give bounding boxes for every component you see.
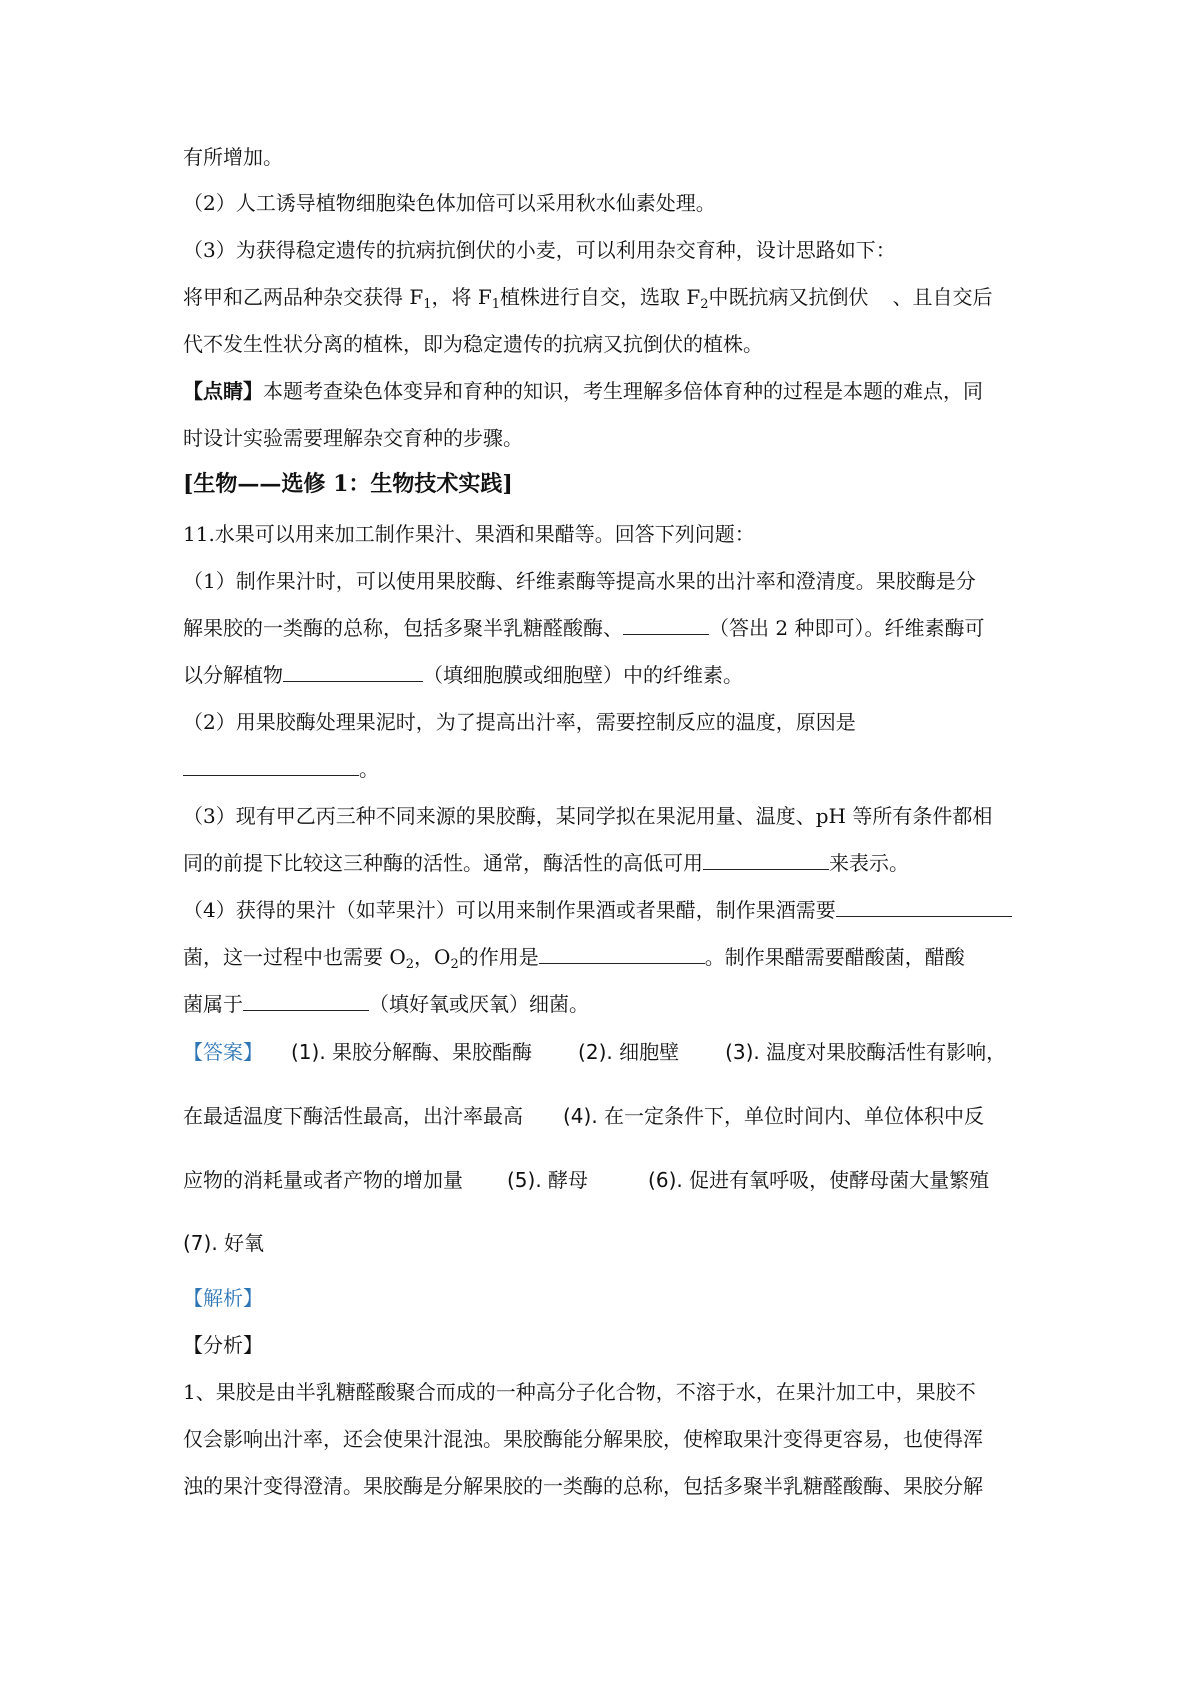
paragraph-line: [183, 377, 983, 405]
answer-blank[interactable]: [623, 616, 709, 635]
paragraph-line: （2）人工诱导植物细胞染色体加倍可以采用秋水仙素处理。: [183, 191, 716, 215]
paragraph-line: 代不发生性状分离的植株，即为稳定遗传的抗病又抗倒伏的植株。: [183, 332, 763, 356]
text-segment: （填好氧或厌氧）细菌。: [369, 992, 589, 1016]
analysis-subtitle: 【分析】: [183, 1333, 263, 1357]
answer-text: 果胶分解酶、果胶酯酶: [332, 1040, 533, 1064]
subscript: 2: [700, 297, 709, 312]
text-segment: 中既抗病又抗倒伏: [708, 285, 869, 309]
paragraph-line: 时设计实验需要理解杂交育种的步骤。: [183, 426, 523, 450]
paragraph-line: （3）为获得稳定遗传的抗病抗倒伏的小麦，可以利用杂交育种，设计思路如下：: [183, 238, 896, 262]
paragraph-line: [183, 849, 909, 877]
analysis-tag: 【解析】: [183, 1286, 263, 1310]
answer-number: (7).: [183, 1231, 218, 1255]
paragraph-line: 浊的果汁变得澄清。果胶酶是分解果胶的一类酶的总称，包括多聚半乳糖醛酸酶、果胶分解: [183, 1474, 983, 1498]
answer-line: [183, 1038, 1006, 1066]
paragraph-line: [183, 755, 379, 783]
text-segment: （4）获得的果汁（如苹果汁）可以用来制作果酒或者果醋，制作果酒需要: [183, 898, 836, 922]
paragraph-line: [183, 661, 743, 689]
text-segment: 以分解植物: [183, 663, 283, 687]
answer-number: (2).: [578, 1040, 613, 1064]
answer-blank[interactable]: [283, 663, 423, 682]
paragraph-line: [183, 283, 993, 311]
question-stem: 11.水果可以用来加工制作果汁、果酒和果醋等。回答下列问题：: [183, 522, 755, 546]
answer-line: [183, 1229, 264, 1257]
answer-tag: 【答案】: [183, 1040, 263, 1064]
answer-line: [183, 1102, 984, 1130]
answer-blank[interactable]: [703, 851, 829, 870]
subscript: 1: [423, 297, 432, 312]
answer-number: (3).: [725, 1040, 760, 1064]
paragraph-line: [183, 943, 965, 971]
answer-blank[interactable]: [183, 757, 359, 776]
answer-text: 酵母: [548, 1168, 589, 1192]
answer-text: 好氧: [224, 1231, 265, 1255]
text-segment: 菌属于: [183, 992, 243, 1016]
text-segment: 、且自交后: [892, 285, 993, 309]
answer-text: 温度对果胶酶活性有影响，: [766, 1040, 1007, 1064]
text-segment: ，将 F: [431, 285, 492, 309]
answer-line: [183, 1166, 989, 1194]
subscript: 2: [405, 957, 415, 972]
text-segment: 本题考查染色体变异和育种的知识，考生理解多倍体育种的过程是本题的难点，同: [263, 379, 983, 403]
paragraph-line: 仅会影响出汁率，还会使果汁混浊。果胶酶能分解果胶，使榨取果汁变得更容易，也使得浑: [183, 1427, 983, 1451]
section-title: [生物——选修 1：生物技术实践]: [183, 471, 513, 497]
text-segment: ，O: [414, 945, 451, 969]
text-segment: 菌，这一过程中也需要 O: [183, 945, 406, 969]
paragraph-line: [183, 614, 984, 642]
text-segment: （填细胞膜或细胞壁）中的纤维素。: [423, 663, 743, 687]
text-segment: 。: [359, 757, 379, 781]
text-segment: 同的前提下比较这三种酶的活性。通常，酶活性的高低可用: [183, 851, 703, 875]
paragraph-line: （2）用果胶酶处理果泥时，为了提高出汁率，需要控制反应的温度，原因是: [183, 710, 856, 734]
paragraph-line: 1、果胶是由半乳糖醛酸聚合而成的一种高分子化合物，不溶于水，在果汁加工中，果胶不: [183, 1380, 976, 1404]
answer-number: (4).: [563, 1104, 598, 1128]
answer-text: 促进有氧呼吸，使酵母菌大量繁殖: [689, 1168, 990, 1192]
answer-blank[interactable]: [836, 898, 1012, 917]
answer-number: (5).: [507, 1168, 542, 1192]
paragraph-line: [183, 896, 1012, 924]
text-segment: 植株进行自交，选取 F: [500, 285, 701, 309]
highlight-tag: 【点睛】: [183, 379, 263, 403]
answer-text: 在最适温度下酶活性最高，出汁率最高: [183, 1104, 523, 1128]
answer-text: 细胞壁: [619, 1040, 680, 1064]
answer-number: (6).: [648, 1168, 683, 1192]
text-segment: 的作用是: [458, 945, 539, 969]
paragraph-line: 有所增加。: [183, 145, 283, 169]
answer-number: (1).: [291, 1040, 326, 1064]
answer-text: 在一定条件下，单位时间内、单位体积中反: [604, 1104, 985, 1128]
paragraph-line: （3）现有甲乙丙三种不同来源的果胶酶，某同学拟在果泥用量、温度、pH 等所有条件都相: [183, 804, 993, 828]
text-segment: （答出 2 种即可）。纤维素酶可: [709, 616, 985, 640]
paragraph-line: （1）制作果汁时，可以使用果胶酶、纤维素酶等提高水果的出汁率和澄清度。果胶酶是分: [183, 569, 976, 593]
text-segment: 将甲和乙两品种杂交获得 F: [183, 285, 424, 309]
text-segment: 解果胶的一类酶的总称，包括多聚半乳糖醛酸酶、: [183, 616, 623, 640]
answer-blank[interactable]: [243, 992, 369, 1011]
text-segment: 来表示。: [829, 851, 909, 875]
paragraph-line: [183, 990, 589, 1018]
answer-text: 应物的消耗量或者产物的增加量: [183, 1168, 463, 1192]
text-segment: 。制作果醋需要醋酸菌，醋酸: [704, 945, 965, 969]
subscript: 1: [491, 297, 501, 312]
answer-blank[interactable]: [539, 945, 705, 964]
subscript: 2: [450, 957, 459, 972]
